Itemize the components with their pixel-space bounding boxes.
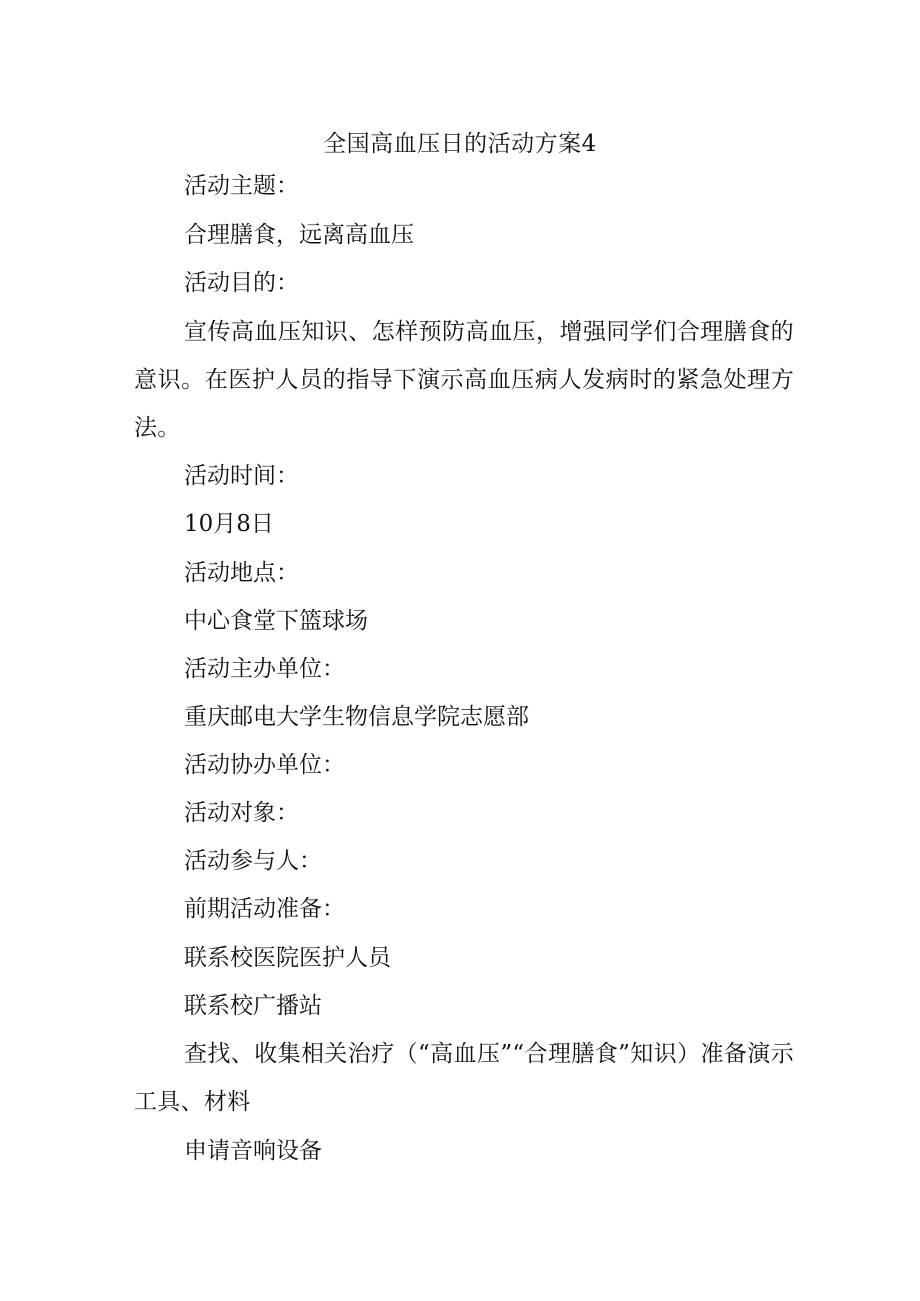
participants-label: 活动参与人： <box>184 848 322 874</box>
preparation-label: 前期活动准备： <box>184 896 345 922</box>
time-label: 活动时间： <box>184 463 299 489</box>
document-title: 全国高血压日的活动方案4 <box>323 131 597 157</box>
organizer-value: 重庆邮电大学生物信息学院志愿部 <box>184 704 529 730</box>
co-organizer-label: 活动协办单位： <box>184 752 345 778</box>
organizer-label: 活动主办单位： <box>184 656 345 682</box>
prep-item-audio-equipment: 申请音响设备 <box>184 1138 322 1164</box>
purpose-label: 活动目的： <box>184 270 299 296</box>
theme-label: 活动主题： <box>184 173 299 199</box>
prep-item-materials: 查找、收集相关治疗（“高血压”“合理膳食”知识）准备演示工具、材料 <box>134 1041 794 1115</box>
prep-item-contact-hospital: 联系校医院医护人员 <box>184 945 391 971</box>
purpose-paragraph: 宣传高血压知识、怎样预防高血压，增强同学们合理膳食的意识。在医护人员的指导下演示高血压病人发病时的紧急处理方法。 <box>134 319 794 441</box>
prep-item-contact-radio: 联系校广播站 <box>184 993 322 1019</box>
audience-label: 活动对象： <box>184 800 299 826</box>
time-value: 10月8日 <box>184 511 274 537</box>
place-value: 中心食堂下篮球场 <box>184 608 368 634</box>
place-label: 活动地点： <box>184 560 299 586</box>
theme-value: 合理膳食，远离高血压 <box>184 222 414 248</box>
